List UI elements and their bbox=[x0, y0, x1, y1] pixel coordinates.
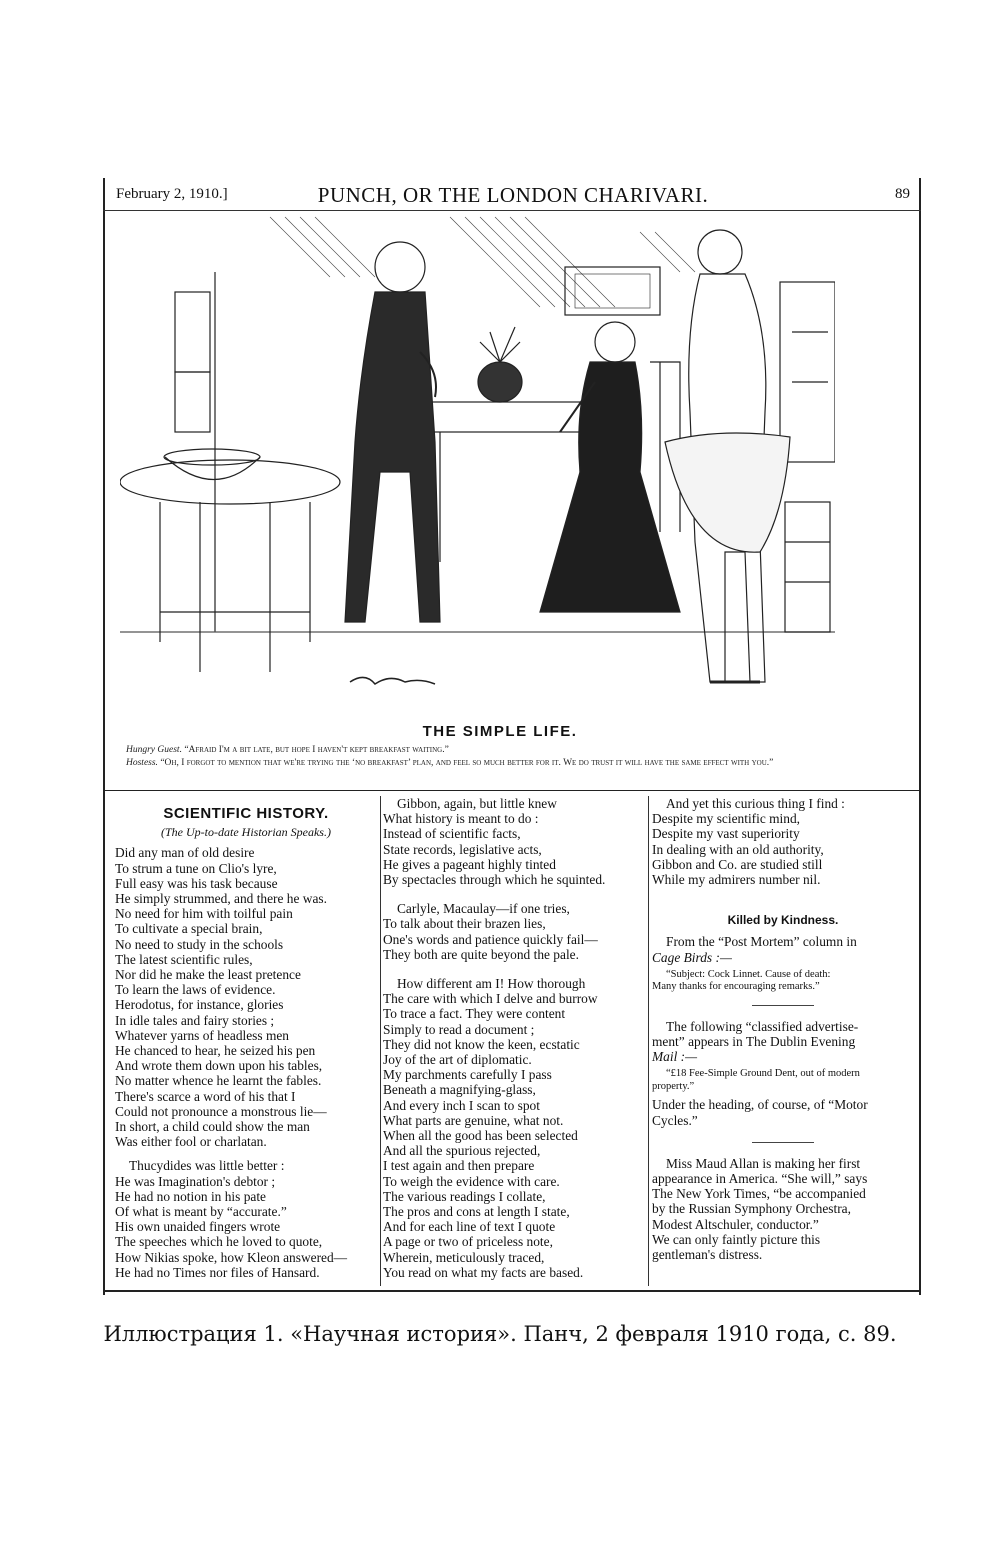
poem-line: Beneath a magnifying-glass, bbox=[383, 1082, 536, 1098]
article-subheading: (The Up-to-date Historian Speaks.) bbox=[161, 825, 331, 840]
poem-line: The latest scientific rules, bbox=[115, 951, 253, 967]
poem-line: There's scarce a word of his that I bbox=[115, 1088, 296, 1104]
poem-line: State records, legislative acts, bbox=[383, 841, 542, 857]
poem-line: No need for him with toilful pain bbox=[115, 906, 293, 922]
poem-line: They both are quite beyond the pale. bbox=[383, 946, 579, 962]
kill-quote-2: Many thanks for encouraging remarks.” bbox=[652, 981, 820, 993]
cartoon-illustration bbox=[120, 212, 835, 720]
poem-line: Despite my vast superiority bbox=[652, 826, 800, 842]
poem-line: In dealing with an old authority, bbox=[652, 841, 824, 857]
poem-line: How different am I! How thorough bbox=[397, 976, 586, 992]
section-rule-1 bbox=[752, 1005, 814, 1006]
poem-stanza-3 bbox=[383, 796, 645, 887]
poem-line: Despite my scientific mind, bbox=[652, 811, 801, 827]
poem-line: To cultivate a special brain, bbox=[115, 921, 263, 937]
caption-text-1: “Afraid I'm a bit late, but hope I haven't kept breakfast waiting.” bbox=[184, 745, 449, 755]
poem-line: And for each line of text I quote bbox=[383, 1219, 556, 1235]
poem-line: The New York Times, “be accompanied bbox=[652, 1186, 866, 1202]
poem-line: He had no notion in his pate bbox=[115, 1188, 266, 1204]
ad-after-2: Cycles.” bbox=[652, 1112, 698, 1128]
poem-stanza-2 bbox=[115, 1158, 377, 1280]
ad-line-3: Mail :— bbox=[652, 1049, 698, 1065]
ad-line-2: ment” appears in The Dublin Evening bbox=[652, 1034, 856, 1050]
ad-after-1: Under the heading, of course, of “Motor bbox=[652, 1097, 868, 1113]
poem-line: They did not know the keen, ecstatic bbox=[383, 1036, 580, 1052]
poem-line: He was Imagination's debtor ; bbox=[115, 1173, 276, 1189]
poem-line: He had no Times nor files of Hansard. bbox=[115, 1264, 320, 1280]
cartoon-caption-line2 bbox=[126, 757, 904, 769]
poem-line: No need to study in the schools bbox=[115, 936, 284, 952]
poem-line: Modest Altschuler, conductor.” bbox=[652, 1216, 819, 1232]
poem-line: To strum a tune on Clio's lyre, bbox=[115, 860, 277, 876]
column-scientific-history bbox=[115, 796, 377, 1280]
poem-line: What parts are genuine, what not. bbox=[383, 1112, 564, 1128]
poem-line: Full easy was his task because bbox=[115, 875, 278, 891]
poem-line: My parchments carefully I pass bbox=[383, 1067, 552, 1083]
magazine-title: PUNCH, OR THE LONDON CHARIVARI. bbox=[317, 183, 709, 207]
caption-rule bbox=[103, 790, 921, 791]
poem-line: Of what is meant by “accurate.” bbox=[115, 1204, 287, 1220]
column-poem-continued bbox=[383, 796, 645, 1280]
poem-line: To learn the laws of evidence. bbox=[115, 982, 276, 998]
cartoon-title: THE SIMPLE LIFE. bbox=[422, 723, 578, 740]
poem-line: The care with which I delve and burrow bbox=[383, 991, 598, 1007]
poem-line: Nor did he make the least pretence bbox=[115, 967, 301, 983]
poem-line: He simply strummed, and there he was. bbox=[115, 891, 327, 907]
poem-line: gentleman's distress. bbox=[652, 1247, 763, 1263]
poem-line: How Nikias spoke, how Kleon answered— bbox=[115, 1249, 348, 1265]
cartoon-caption-line1 bbox=[126, 744, 904, 756]
page-number: 89 bbox=[895, 186, 910, 202]
poem-line: Instead of scientific facts, bbox=[383, 826, 521, 842]
poem-line: by the Russian Symphony Orchestra, bbox=[652, 1201, 851, 1217]
page-bottom-rule bbox=[103, 1290, 921, 1292]
poem-line: In short, a child could show the man bbox=[115, 1119, 310, 1135]
column-miscellany bbox=[652, 796, 914, 1262]
kill-quote-1: “Subject: Cock Linnet. Cause of death: bbox=[666, 968, 831, 980]
poem-line: By spectacles through which he squinted. bbox=[383, 872, 606, 888]
poem-line: The pros and cons at length I state, bbox=[383, 1204, 570, 1220]
poem-line: Simply to read a document ; bbox=[383, 1021, 535, 1037]
poem-stanza-1 bbox=[115, 845, 377, 1149]
maud-allan-paragraph bbox=[652, 1156, 914, 1262]
ad-quote-1: “£18 Fee-Simple Ground Dent, out of modern bbox=[666, 1068, 860, 1080]
section-rule-2 bbox=[752, 1142, 814, 1143]
speaker-hostess: Hostess. bbox=[126, 758, 158, 768]
poem-line: The speeches which he loved to quote, bbox=[115, 1234, 323, 1250]
kill-intro-2: Cage Birds :— bbox=[652, 949, 732, 965]
poem-line: And wrote them down upon his tables, bbox=[115, 1058, 323, 1074]
poem-line: A page or two of priceless note, bbox=[383, 1234, 553, 1250]
caption-text-2: “Oh, I forgot to mention that we're trying the ‘no breakfast’ plan, and feel so much better for it. We do trust it will have the same effect with you.” bbox=[160, 758, 774, 768]
poem-line: Thucydides was little better : bbox=[129, 1158, 285, 1174]
poem-line: Gibbon, again, but little knew bbox=[397, 796, 557, 811]
poem-line: Miss Maud Allan is making her first bbox=[666, 1155, 861, 1171]
ad-quote-2: property.” bbox=[652, 1080, 695, 1092]
poem-line: Carlyle, Macaulay—if one tries, bbox=[397, 901, 570, 917]
poem-line: Wherein, meticulously traced, bbox=[383, 1249, 545, 1265]
poem-line: To trace a fact. They were content bbox=[383, 1006, 566, 1022]
speaker-hungry-guest: Hungry Guest. bbox=[126, 745, 182, 755]
poem-line: He gives a pageant highly tinted bbox=[383, 856, 556, 872]
poem-line: Joy of the art of diplomatic. bbox=[383, 1052, 532, 1068]
poem-line: appearance in America. “She will,” says bbox=[652, 1171, 868, 1187]
figure-caption: Иллюстрация 1. «Научная история». Панч, 2 февраля 1910 года, с. 89. bbox=[103, 1322, 897, 1346]
poem-line: To talk about their brazen lies, bbox=[383, 916, 546, 932]
column-divider-1 bbox=[380, 796, 381, 1286]
poem-line: In idle tales and fairy stories ; bbox=[115, 1012, 275, 1028]
poem-line: You read on what my facts are based. bbox=[383, 1264, 584, 1280]
poem-line: Gibbon and Co. are studied still bbox=[652, 856, 823, 872]
column-divider-2 bbox=[648, 796, 649, 1286]
poem-line: And every inch I scan to spot bbox=[383, 1097, 540, 1113]
poem-line: To weigh the evidence with care. bbox=[383, 1173, 560, 1189]
poem-line: And yet this curious thing I find : bbox=[666, 796, 845, 811]
poem-line: Whatever yarns of headless men bbox=[115, 1027, 290, 1043]
poem-line: When all the good has been selected bbox=[383, 1128, 578, 1144]
poem-stanza-4 bbox=[383, 901, 645, 962]
poem-line: No matter whence he learnt the fables. bbox=[115, 1073, 322, 1089]
kill-intro-1: From the “Post Mortem” column in bbox=[666, 934, 857, 950]
poem-stanza-5 bbox=[383, 976, 645, 1280]
poem-line: The various readings I collate, bbox=[383, 1188, 546, 1204]
poem-line: Herodotus, for instance, glories bbox=[115, 997, 284, 1013]
poem-line: While my admirers number nil. bbox=[652, 872, 821, 888]
poem-line: What history is meant to do : bbox=[383, 811, 539, 827]
poem-line: We can only faintly picture this bbox=[652, 1231, 821, 1247]
poem-line: I test again and then prepare bbox=[383, 1158, 535, 1174]
poem-line: Did any man of old desire bbox=[115, 845, 255, 861]
poem-stanza-final bbox=[652, 796, 914, 887]
poem-line: And all the spurious rejected, bbox=[383, 1143, 541, 1159]
poem-line: Could not pronounce a monstrous lie— bbox=[115, 1103, 327, 1119]
poem-line: He chanced to hear, he seized his pen bbox=[115, 1043, 316, 1059]
poem-line: Was either fool or charlatan. bbox=[115, 1134, 267, 1150]
ad-line-1: The following “classified advertise- bbox=[666, 1018, 859, 1034]
killed-by-kindness-heading: Killed by Kindness. bbox=[727, 913, 839, 928]
masthead-rule bbox=[103, 210, 921, 211]
poem-line: His own unaided fingers wrote bbox=[115, 1219, 281, 1235]
poem-line: One's words and patience quickly fail— bbox=[383, 931, 598, 947]
wall-hatching bbox=[270, 217, 695, 307]
masthead bbox=[116, 180, 910, 210]
article-heading: SCIENTIFIC HISTORY. bbox=[163, 805, 329, 822]
issue-date: February 2, 1910.] bbox=[116, 186, 228, 202]
